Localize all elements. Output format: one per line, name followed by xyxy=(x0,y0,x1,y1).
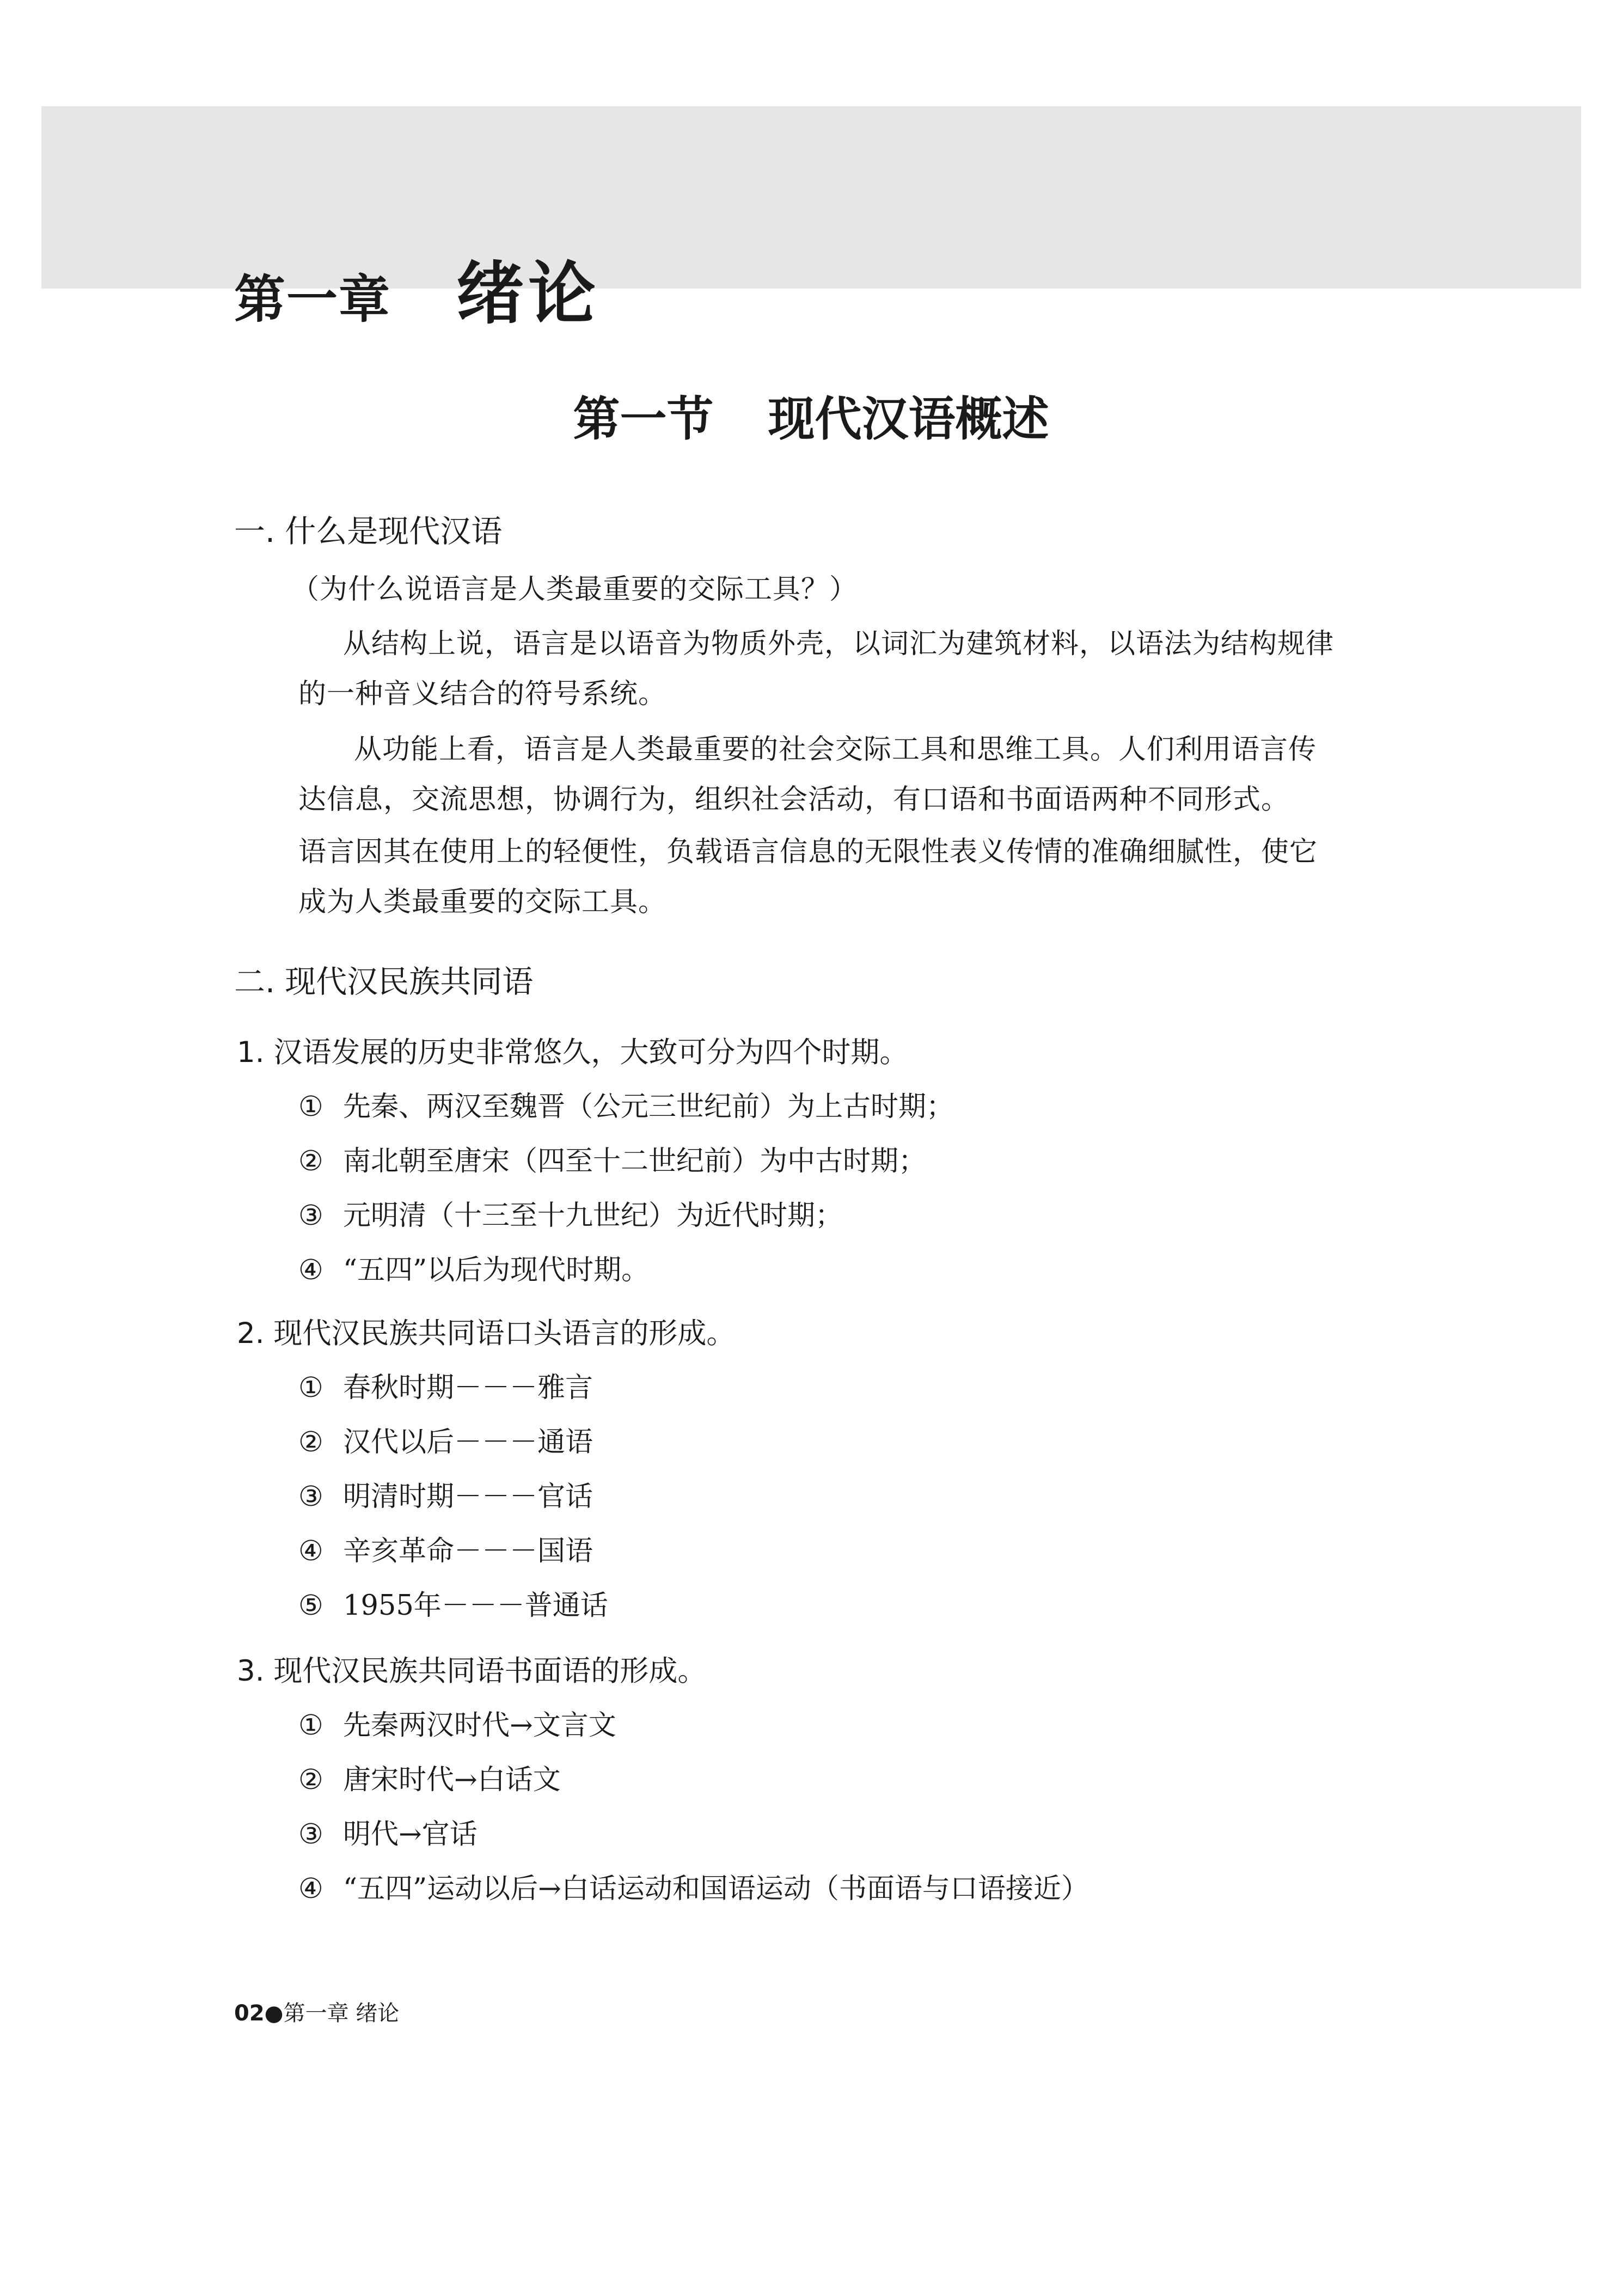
list-item: ⑤ 1955年－－－普通话 xyxy=(298,1590,608,1622)
paragraph-line: 语言因其在使用上的轻便性，负载语言信息的无限性表义传情的准确细腻性，使它 xyxy=(298,836,1318,868)
list-item: ④ 辛亥革命－－－国语 xyxy=(298,1535,593,1567)
list-item: ① 先秦、两汉至魏晋（公元三世纪前）为上古时期； xyxy=(298,1091,954,1123)
paragraph-line: 的一种音义结合的符号系统。 xyxy=(298,678,667,710)
list-item: ③ 明代→官话 xyxy=(298,1818,478,1851)
list-item: ④ “五四”以后为现代时期。 xyxy=(298,1254,650,1286)
list-item: ① 先秦两汉时代→文言文 xyxy=(298,1709,616,1742)
list-item: ② 汉代以后－－－通语 xyxy=(298,1426,593,1458)
footer-bullet: ● xyxy=(264,2001,284,2026)
page-footer xyxy=(234,1996,399,2027)
page-number: 02 xyxy=(234,2001,265,2026)
list-item: ① 春秋时期－－－雅言 xyxy=(298,1372,593,1404)
list-item: ③ 元明清（十三至十九世纪）为近代时期； xyxy=(298,1200,843,1232)
chapter-heading xyxy=(234,240,600,338)
section-title xyxy=(0,381,1622,449)
footer-chapter-label: 第一章 绪论 xyxy=(283,2001,400,2026)
subsection-title: 3. 现代汉民族共同语书面语的形成。 xyxy=(237,1654,707,1688)
section-name: 现代汉语概述 xyxy=(768,392,1049,447)
list-item: ② 南北朝至唐宋（四至十二世纪前）为中古时期； xyxy=(298,1145,927,1177)
list-item: ④ “五四”运动以后→白话运动和国语运动（书面语与口语接近） xyxy=(298,1873,1089,1905)
chapter-number: 第一章 xyxy=(234,270,391,329)
chapter-name: 绪论 xyxy=(456,254,601,333)
section-number: 第一节 xyxy=(573,392,714,447)
part1-question: （为什么说语言是人类最重要的交际工具？） xyxy=(291,573,858,606)
paragraph-line: 从功能上看，语言是人类最重要的社会交际工具和思维工具。人们利用语言传 xyxy=(354,734,1317,766)
list-item: ② 唐宋时代→白话文 xyxy=(298,1764,561,1796)
part1-heading: 一. 什么是现代汉语 xyxy=(234,514,503,549)
subsection-title: 2. 现代汉民族共同语口头语言的形成。 xyxy=(237,1317,736,1350)
paragraph-line: 达信息，交流思想，协调行为，组织社会活动，有口语和书面语两种不同形式。 xyxy=(298,784,1290,816)
subsection-title: 1. 汉语发展的历史非常悠久，大致可分为四个时期。 xyxy=(237,1036,909,1069)
paragraph-line: 成为人类最重要的交际工具。 xyxy=(298,886,667,918)
part2-heading: 二. 现代汉民族共同语 xyxy=(234,964,534,1000)
list-item: ③ 明清时期－－－官话 xyxy=(298,1481,593,1513)
paragraph-line: 从结构上说，语言是以语音为物质外壳，以词汇为建筑材料，以语法为结构规律 xyxy=(343,628,1335,660)
